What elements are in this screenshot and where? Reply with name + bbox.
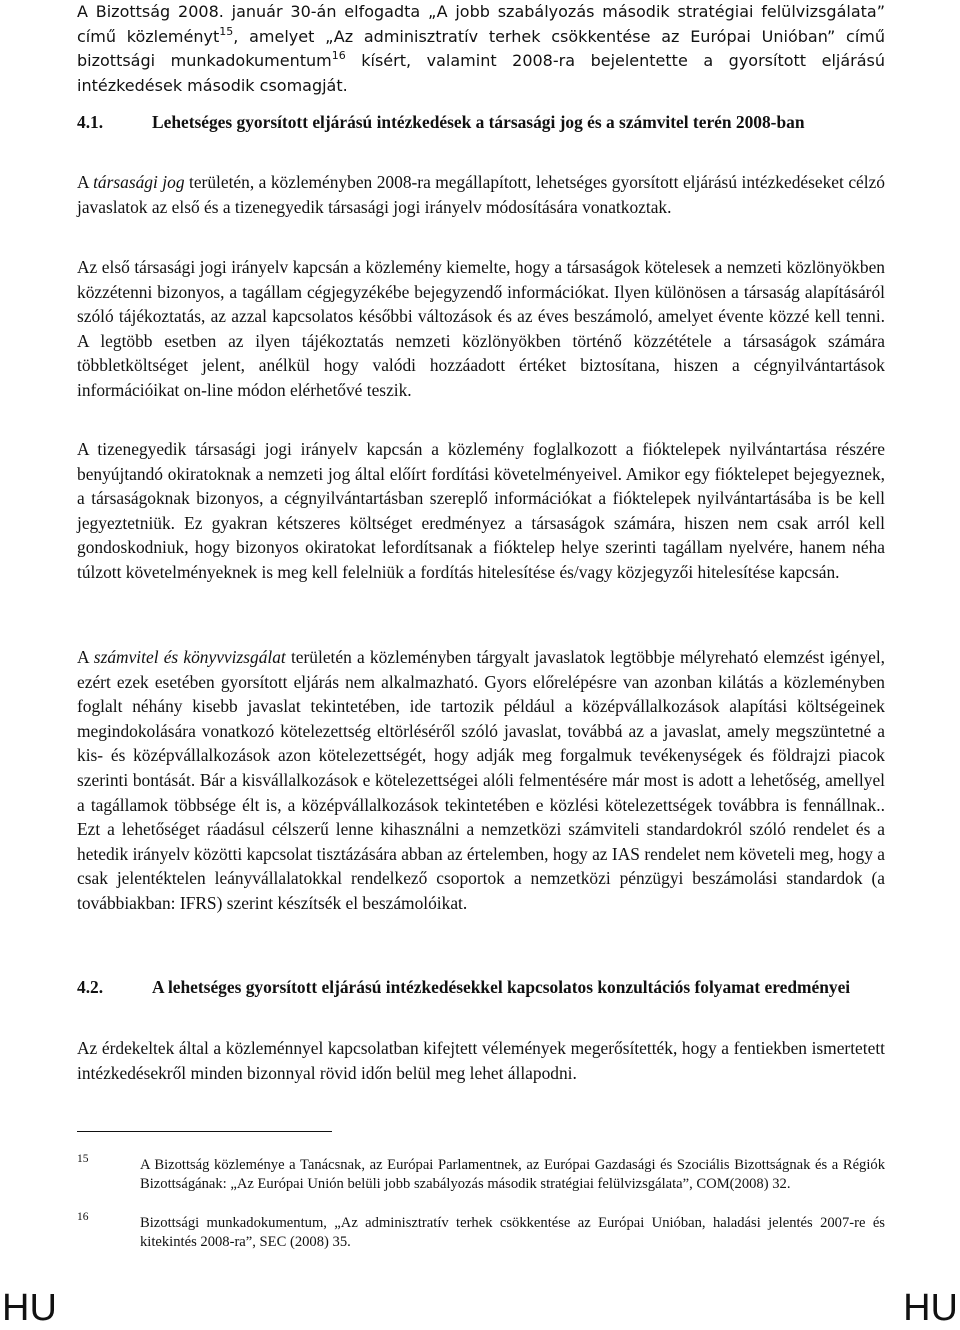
footnote-number: 15 bbox=[77, 1153, 89, 1165]
emphasis-term: számvitel és könyvvizsgálat bbox=[93, 647, 286, 667]
footnote-ref-15[interactable]: 15 bbox=[219, 24, 234, 38]
intro-text-3: kísért, valamint 2008-ra bejelentette a gyorsított eljárású intézkedések második csomagját. bbox=[77, 51, 886, 95]
paragraph-text: területén a közleményben tárgyalt javaslatok legtöbbje mélyreható elemzést igényel, ezért ezek esetében gyorsított eljárás nem alkalmazható. Gyors előrelépésre van azonban kilátás a közleményben foglalt néhány kisebb javaslat tekintetében, ide tartozik például a középvállalkozások alapítási költségeinek megindokolására vonatkozó kötelezettség eltörléséről szóló javaslat, továbbá az a javaslat, amely megszüntetné a kis- és középvállalkozások azon kötelezettségét, hogy adják meg forgalmuk tevékenységek és földrajzi piacok szerinti bontását. Bár a kisvállalkozások e kötelezettségei alóli felmentésére már most is adott a lehetőség, amellyel a tagállamok többsége élt is, a középvállalkozások tekintetében e közlési kötelezettségek továbbra is fennállnak.. Ezt a lehetőséget ráadásul célszerű lenne kihasználni a nemzetközi számviteli standardokról szóló rendelet és a hetedik irányelv közötti kapcsolat tisztázására abban az értelemben, hogy az IAS rendelet nem követeli meg, hogy a csak jelentéktelen leányvállalatokkal rendelkező csoportok a nemzetközi pénzügyi beszámolási standardok (a továbbiakban: IFRS) szerint készítsék el beszámolóikat. bbox=[77, 647, 885, 913]
language-code-left: HU bbox=[2, 1287, 57, 1329]
paragraph-text: területén, a közleményben 2008-ra megállapított, lehetséges gyorsított eljárású intézkedéseket célzó javaslatok az első és a tizenegyedik társasági jogi irányelv módosítására vonatkoztak. bbox=[77, 172, 885, 217]
footnote-15 bbox=[77, 1153, 885, 1194]
section-title: Lehetséges gyorsított eljárású intézkedések a társasági jog és a számvitel terén 2008-ban bbox=[152, 112, 805, 132]
footnote-separator bbox=[77, 1131, 332, 1132]
footnote-text: A Bizottság közleménye a Tanácsnak, az Európai Parlamentnek, az Európai Gazdasági és Szociális Bizottságnak és a Régiók Bizottságának: „Az Európai Unión belüli jobb szabályozás második stratégiai felülvizsgálata”, COM(2008) 32. bbox=[140, 1157, 885, 1193]
intro-text-2: , amelyet „Az adminisztratív terhek csökkentése az Európai Unióban” című bizottsági munkadokumentum bbox=[77, 26, 886, 71]
section-title: A lehetséges gyorsított eljárású intézkedésekkel kapcsolatos konzultációs folyamat eredményei bbox=[152, 977, 851, 997]
paragraph-eleventh-directive: A tizenegyedik társasági jogi irányelv kapcsán a közlemény foglalkozott a fióktelepek nyilvántartása részére benyújtandó okiratoknak a nemzeti jog által előírt fordítási követelményeivel. Amikor egy fióktelepet bejegyeznek, a társaságoknak bizonyos, a cégnyilvántartásban szereplő információkat a fióktelepek nyilvántartásába is be kell jegyeztetniük. Ez gyakran kétszeres költséget eredményez a társaságok számára, hiszen nem csak arról kell gondoskodniuk, hogy bizonyos okiratokat lefordítsanak a fióktelep helye szerinti tagállam nyelvére, hanem néha túlzott követelményeknek is meg kell felelniük a fordítás hitelesítése és/vagy közjegyzői hitelesítése kapcsán. bbox=[77, 439, 885, 582]
section-number: 4.2. bbox=[77, 977, 104, 997]
section-heading-4-2 bbox=[77, 975, 885, 1000]
paragraph-consultation: Az érdekeltek által a közleménnyel kapcsolatban kifejtett vélemények megerősítették, hogy a fentiekben ismertetett intézkedésekről minden bizonnyal rövid időn belül meg lehet állapodni. bbox=[77, 1038, 885, 1083]
footnote-number: 16 bbox=[77, 1211, 89, 1223]
footnote-16 bbox=[77, 1211, 885, 1252]
paragraph-first-directive: Az első társasági jogi irányelv kapcsán a közlemény kiemelte, hogy a társaságok kötelesek a nemzeti közlönyökben közzétenni bizonyos, a tagállam cégjegyzékébe bejegyzendő információkat. Ilyen különösen a társaság alapításáról szóló tájékoztatás, az azzal kapcsolatos későbbi változások és az éves beszámoló, amelyet évente közzé kell tenni. A legtöbb esetben az ilyen tájékoztatás nemzeti közlönyökben történő közzététele a társaságok számára többletköltséget jelent, anélkül hogy valódi hozzáadott értéket biztosítana, hiszen a cégnyilvántartások információikat on-line módon elérhetővé teszik. bbox=[77, 257, 885, 400]
emphasis-term: társasági jog bbox=[93, 172, 185, 192]
section-heading-4-1 bbox=[77, 110, 885, 135]
intro-text-1: A Bizottság 2008. január 30-án elfogadta „A jobb szabályozás második stratégiai felülvizsgálata” című közleményt bbox=[77, 2, 885, 46]
language-code-right: HU bbox=[903, 1287, 958, 1329]
paragraph-text: A bbox=[77, 172, 94, 192]
footnote-text: Bizottsági munkadokumentum, „Az adminisztratív terhek csökkentése az Európai Unióban, haladási jelentés 2007-re és kitekintés 2008-ra”, SEC (2008) 35. bbox=[140, 1215, 885, 1251]
paragraph-company-law bbox=[77, 170, 885, 219]
section-number: 4.1. bbox=[77, 112, 104, 132]
paragraph-accounting bbox=[77, 645, 885, 916]
intro-paragraph bbox=[77, 0, 885, 98]
paragraph-text: A bbox=[77, 647, 94, 667]
footnote-ref-16[interactable]: 16 bbox=[331, 49, 346, 63]
